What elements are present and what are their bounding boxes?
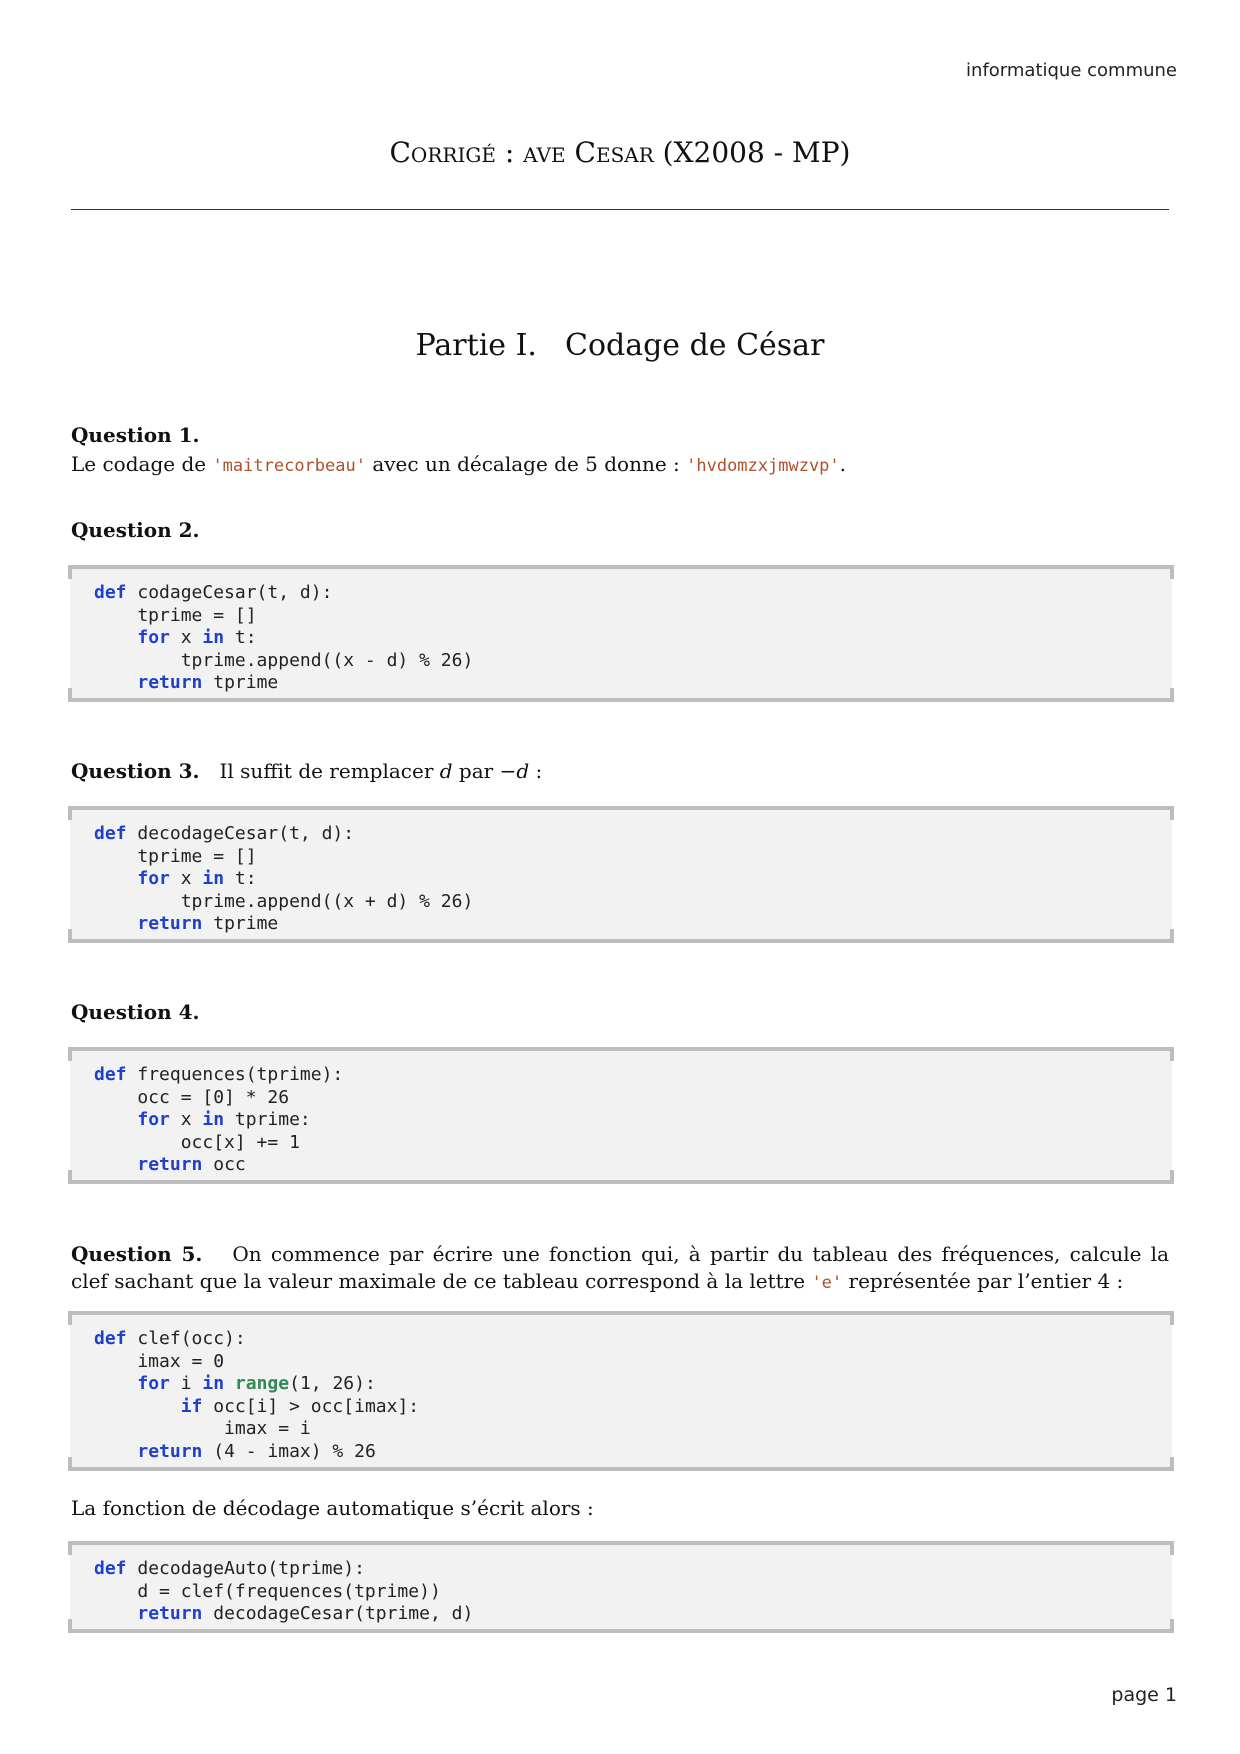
q5-inline-code-e: 'e' <box>811 1273 843 1293</box>
question-5-followup: La fonction de décodage automatique s’écrit alors : <box>71 1496 594 1520</box>
question-1-answer <box>71 451 1169 480</box>
code-block-codage-cesar <box>70 565 1172 702</box>
code-keyword: def <box>94 582 127 603</box>
header-course-label: informatique commune <box>966 60 1177 81</box>
part-number: Partie I. <box>415 328 537 363</box>
part-heading <box>0 328 1240 363</box>
q3-text-1: Il suffit de remplacer <box>219 759 440 783</box>
code-listing: def clef(occ): imax = 0 for i in range(1, 26): if occ[i] > occ[imax]: imax = i return (4 - imax) % 26 <box>94 1328 420 1462</box>
question-5-label: Question 5. <box>71 1242 203 1266</box>
q3-math-d: d <box>439 759 453 783</box>
title-divider <box>71 209 1169 210</box>
code-block-clef <box>70 1311 1172 1471</box>
q1-text-1: Le codage de <box>71 452 213 476</box>
code-block-decodage-auto <box>70 1541 1172 1633</box>
q3-text-2: par <box>452 759 500 783</box>
code-block-frequences <box>70 1047 1172 1184</box>
q1-text-3: . <box>839 452 847 476</box>
code-listing: def decodageAuto(tprime): d = clef(frequences(tprime)) return decodageCesar(tprime, d) <box>94 1558 474 1624</box>
q3-text-3: : <box>529 759 543 783</box>
question-1-label: Question 1. <box>71 423 200 447</box>
question-3-statement <box>71 758 1169 785</box>
question-3-label: Question 3. <box>71 759 200 783</box>
q1-text-2: avec un décalage de 5 donne : <box>365 452 687 476</box>
q1-inline-code-output: 'hvdomzxjmwzvp' <box>686 456 840 476</box>
part-name: Codage de César <box>564 328 825 363</box>
q5-text-1: On commence par écrire une fonction qui, à partir du tableau des fréquences, calcule la clef sachant que la valeur maximale de ce tableau correspond à la lettre <box>71 1242 1170 1293</box>
code-listing: def decodageCesar(t, d): tprime = [] for x in t: tprime.append((x + d) % 26) return tprime <box>94 823 474 934</box>
q1-inline-code-input: 'maitrecorbeau' <box>212 456 366 476</box>
question-5-statement <box>71 1241 1169 1297</box>
q5-text-2: représentée par l’entier 4 : <box>842 1269 1124 1293</box>
document-title <box>0 136 1240 169</box>
document-title-main: Corrigé : ave Cesar <box>389 136 654 169</box>
document-title-exam: (X2008 - MP) <box>653 136 851 169</box>
code-block-decodage-cesar <box>70 806 1172 943</box>
code-listing: def codageCesar(t, d): tprime = [] for x in t: tprime.append((x - d) % 26) return tprime <box>94 582 474 693</box>
code-listing: def frequences(tprime): occ = [0] * 26 for x in tprime: occ[x] += 1 return occ <box>94 1064 344 1175</box>
q3-math-minus-d: −d <box>499 759 530 783</box>
page-number: page 1 <box>1111 1684 1177 1706</box>
question-4-label: Question 4. <box>71 1000 200 1024</box>
question-2-label: Question 2. <box>71 518 200 542</box>
